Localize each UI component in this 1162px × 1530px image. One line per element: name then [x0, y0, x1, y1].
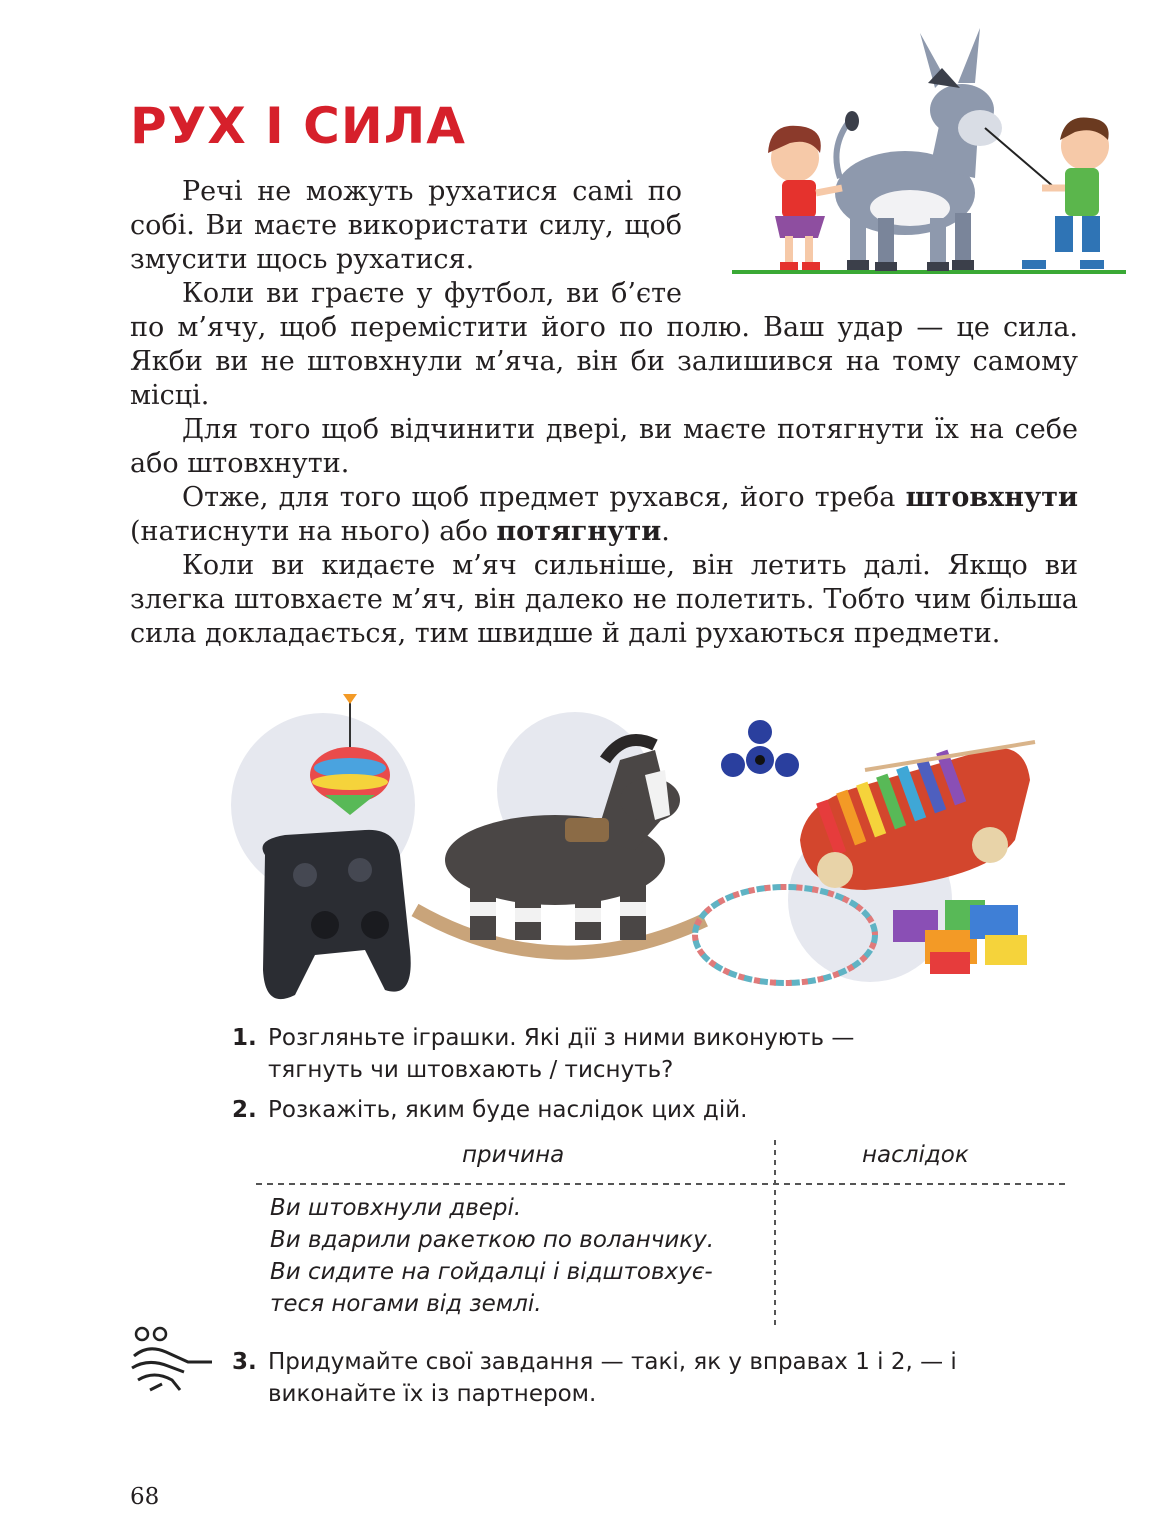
- main-text: [130, 175, 1078, 651]
- task-text: Розкажіть, яким буде наслідок цих дій.: [268, 1097, 748, 1123]
- term-push: штовхнути: [905, 482, 1078, 513]
- task-1: [232, 1022, 948, 1086]
- table-header-effect: наслідок: [862, 1142, 969, 1168]
- paragraph-4-middle: (натиснути на нього) або: [130, 516, 497, 547]
- cause-line: теся ногами від землі.: [270, 1291, 542, 1317]
- cause-line: Ви сидите на гойдалці і відштовхує-: [270, 1259, 713, 1285]
- toys-illustration: [225, 690, 1055, 1015]
- task-2: [232, 1094, 1082, 1126]
- task-number: 3.: [232, 1349, 257, 1375]
- table-header-cause: причина: [462, 1142, 565, 1168]
- cause-line: Ви вдарили ракеткою по воланчику.: [270, 1227, 715, 1253]
- cause-column: [270, 1192, 760, 1320]
- term-pull: потягнути: [496, 516, 662, 547]
- task-text: Придумайте свої завдання — такі, як у вправах 1 і 2, — і виконайте їх із партнером.: [268, 1349, 957, 1407]
- task-text: Розгляньте іграшки. Які дії з ними виконують — тягнуть чи штовхають / тиснуть?: [268, 1025, 855, 1083]
- task-number: 2.: [232, 1097, 257, 1123]
- paragraph-4: [130, 481, 1078, 549]
- paragraph-4-start: Отже, для того щоб предмет рухався, його треба: [182, 482, 906, 513]
- task-number: 1.: [232, 1025, 257, 1051]
- paragraph-2: Коли ви граєте у футбол, ви б’єте по м’ячу, щоб перемістити його по полю. Ваш удар — це сила. Якби ви не штовхнули м’яча, він би залишився на тому самому місці.: [130, 278, 1078, 411]
- page-title: РУХ І СИЛА: [130, 97, 466, 155]
- page-number: 68: [130, 1484, 160, 1510]
- cause-line: Ви штовхнули двері.: [270, 1195, 522, 1221]
- illustration-space: [682, 175, 1078, 311]
- paragraph-3: Для того щоб відчинити двері, ви маєте потягнути їх на себе або штовхнути.: [130, 414, 1078, 479]
- paragraph-1: Речі не можуть рухатися самі по собі. Ви маєте використати силу, щоб змусити щось рухатися.: [130, 176, 682, 275]
- task-3: [232, 1346, 1082, 1418]
- paragraph-4-end: .: [661, 516, 670, 547]
- tasks: [232, 1022, 1082, 1134]
- paragraph-5: Коли ви кидаєте м’яч сильніше, він летить далі. Якщо ви злегка штовхаєте м’яч, він далеко не полетить. Тобто чим більша сила докладається, тим швидше й далі рухаються предмети.: [130, 550, 1078, 649]
- pair-work-icon: [128, 1326, 214, 1396]
